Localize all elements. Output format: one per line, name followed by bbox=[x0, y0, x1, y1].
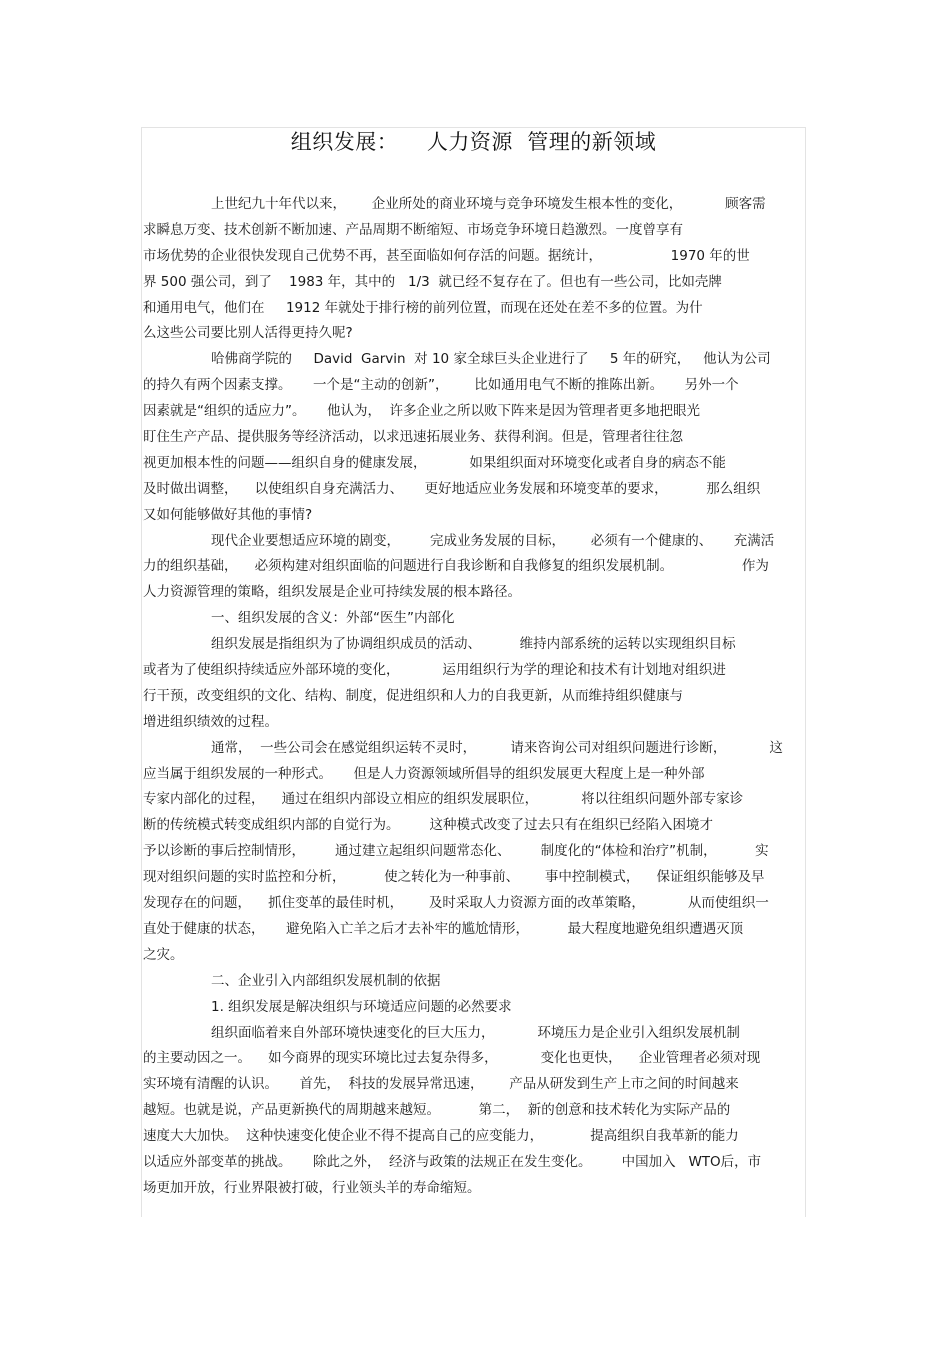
text-line: 组织发展是指组织为了协调组织成员的活动、 维持内部系统的运转以实现组织目标 bbox=[211, 636, 736, 653]
text-line: 予以诊断的事后控制情形， 通过建立起组织问题常态化、 制度化的“体检和治疗”机制， 实 bbox=[143, 843, 769, 860]
document-body bbox=[143, 192, 803, 1202]
text-line: 发现存在的问题， 抓住变革的最佳时机， 及时采取人力资源方面的改革策略， 从而使组织一 bbox=[143, 895, 769, 912]
text-line: 一、组织发展的含义：外部“医生”内部化 bbox=[211, 610, 455, 627]
text-line: 应当属于组织发展的一种形式。 但是人力资源领域所倡导的组织发展更大程度上是一种外部 bbox=[143, 765, 705, 782]
text-line: 以适应外部变革的挑战。 除此之外， 经济与政策的法规正在发生变化。 中国加入 WTO后，市 bbox=[143, 1153, 762, 1170]
text-line: 和通用电气，他们在 1912 年就处于排行榜的前列位置，而现在还处在差不多的位置。为什 bbox=[143, 299, 703, 316]
text-line: 现代企业要想适应环境的剧变， 完成业务发展的目标， 必须有一个健康的、 充满活 bbox=[211, 532, 775, 549]
text-line: 力的组织基础， 必须构建对组织面临的问题进行自我诊断和自我修复的组织发展机制。 作为 bbox=[143, 558, 769, 575]
text-line: 断的传统模式转变成组织内部的自觉行为。 这种模式改变了过去只有在组织已经陷入困境才 bbox=[143, 817, 714, 834]
text-line: 或者为了使组织持续适应外部环境的变化， 运用组织行为学的理论和技术有计划地对组织进 bbox=[143, 662, 726, 679]
text-line: 哈佛商学院的 David Garvin 对 10 家全球巨头企业进行了 5 年的研究， 他认为公司 bbox=[211, 351, 771, 368]
text-line: 行干预，改变组织的文化、结构、制度，促进组织和人力的自我更新，从而维持组织健康与 bbox=[143, 687, 683, 704]
text-line: 市场优势的企业很快发现自己优势不再，甚至面临如何存活的问题。据统计， 1970 年的世 bbox=[143, 247, 750, 264]
text-line: 专家内部化的过程， 通过在组织内部设立相应的组织发展职位， 将以往组织问题外部专家诊 bbox=[143, 791, 744, 808]
text-line: 增进组织绩效的过程。 bbox=[143, 713, 278, 730]
text-line: 求瞬息万变、技术创新不断加速、产品周期不断缩短、市场竞争环境日趋激烈。一度曾享有 bbox=[143, 221, 683, 238]
text-line: 上世纪九十年代以来， 企业所处的商业环境与竞争环境发生根本性的变化， 顾客需 bbox=[211, 196, 766, 212]
text-line: 人力资源管理的策略，组织发展是企业可持续发展的根本路径。 bbox=[143, 584, 521, 601]
text-line: 又如何能够做好其他的事情? bbox=[143, 506, 313, 523]
text-line: 的主要动因之一。 如今商界的现实环境比过去复杂得多， 变化也更快， 企业管理者必须对现 bbox=[143, 1050, 761, 1067]
text-line: 么这些公司要比别人活得更持久呢? bbox=[143, 325, 353, 342]
text-line: 之灾。 bbox=[143, 946, 184, 963]
text-line: 界 500 强公司，到了 1983 年，其中的 1/3 就已经不复存在了。但也有一些公司，比如壳牌 bbox=[143, 273, 722, 290]
text-line: 盯住生产产品、提供服务等经济活动，以求迅速拓展业务、获得利润。但是，管理者往往忽 bbox=[143, 429, 683, 446]
document-title: 组织发展： 人力资源 管理的新领域 bbox=[290, 130, 657, 154]
text-line: 二、企业引入内部组织发展机制的依据 bbox=[211, 972, 441, 989]
text-line: 及时做出调整， 以使组织自身充满活力、 更好地适应业务发展和环境变革的要求， 那么组织 bbox=[143, 480, 761, 497]
text-line: 场更加开放，行业界限被打破，行业领头羊的寿命缩短。 bbox=[143, 1179, 481, 1196]
text-line: 现对组织问题的实时监控和分析， 使之转化为一种事前、 事中控制模式， 保证组织能够及早 bbox=[143, 869, 765, 886]
text-line: 直处于健康的状态， 避免陷入亡羊之后才去补牢的尴尬情形， 最大程度地避免组织遭遇灭顶 bbox=[143, 920, 744, 937]
text-line: 因素就是“组织的适应力”。 他认为， 许多企业之所以败下阵来是因为管理者更多地把眼光 bbox=[143, 403, 701, 420]
text-line: 实环境有清醒的认识。 首先， 科技的发展异常迅速， 产品从研发到生产上市之间的时间越来 bbox=[143, 1076, 739, 1093]
text-line: 越短。也就是说，产品更新换代的周期越来越短。 第二， 新的创意和技术转化为实际产品的 bbox=[143, 1102, 731, 1119]
text-line: 1. 组织发展是解决组织与环境适应问题的必然要求 bbox=[211, 998, 512, 1015]
text-line: 通常， 一些公司会在感觉组织运转不灵时， 请来咨询公司对组织问题进行诊断， 这 bbox=[211, 739, 783, 756]
text-line: 速度大大加快。 这种快速变化使企业不得不提高自己的应变能力， 提高组织自我革新的能力 bbox=[143, 1128, 739, 1145]
text-line: 组织面临着来自外部环境快速变化的巨大压力， 环境压力是企业引入组织发展机制 bbox=[211, 1024, 740, 1041]
text-line: 的持久有两个因素支撑。 一个是“主动的创新”， 比如通用电气不断的推陈出新。 另外一个 bbox=[143, 377, 739, 394]
text-line: 视更加根本性的问题——组织自身的健康发展， 如果组织面对环境变化或者自身的病态不能 bbox=[143, 454, 726, 471]
